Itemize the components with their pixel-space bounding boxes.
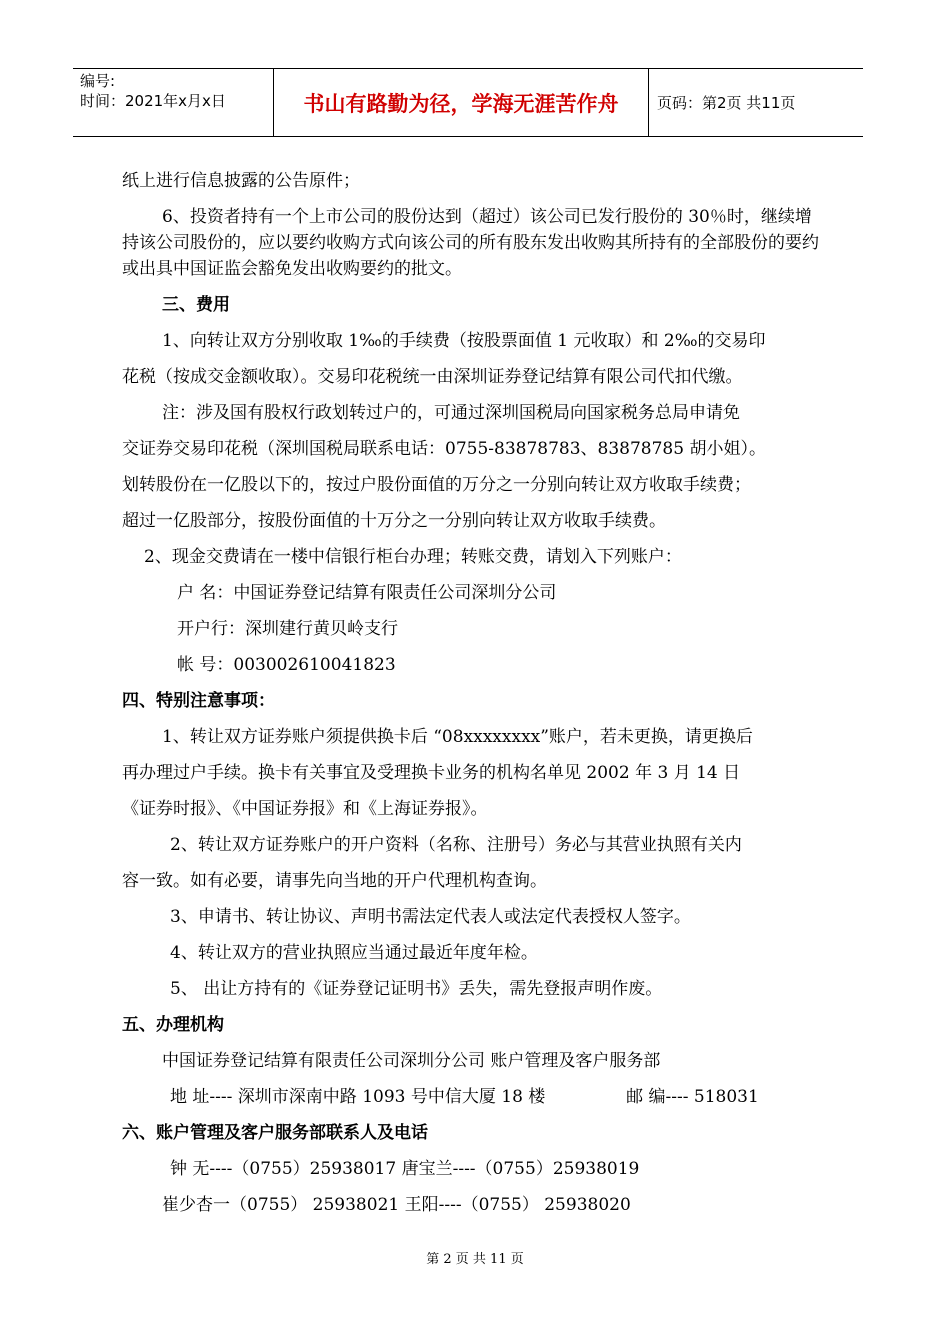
page-header bbox=[73, 68, 863, 137]
paragraph: 2、转让双方证券账户的开户资料（名称、注册号）务必与其营业执照有关内 bbox=[170, 835, 742, 855]
office-name: 中国证券登记结算有限责任公司深圳分公司 账户管理及客户服务部 bbox=[162, 1051, 661, 1071]
office-postcode: 邮 编---- 518031 bbox=[626, 1087, 759, 1107]
section-heading-fees: 三、费用 bbox=[162, 295, 230, 315]
document-time: 时间：2021年x月x日 bbox=[80, 92, 226, 110]
paragraph: 再办理过户手续。换卡有关事宜及受理换卡业务的机构名单见 2002 年 3 月 14 日 bbox=[122, 763, 741, 783]
office-address: 地 址---- 深圳市深南中路 1093 号中信大厦 18 楼 bbox=[170, 1087, 546, 1107]
header-page-info: 页码：第2页 共11页 bbox=[657, 94, 796, 112]
paragraph: 交证券交易印花税（深圳国税局联系电话：0755-83878783、83878785 胡小姐）。 bbox=[122, 439, 766, 459]
header-motto: 书山有路勤为径，学海无涯苦作舟 bbox=[274, 69, 649, 136]
paragraph: 纸上进行信息披露的公告原件； bbox=[122, 171, 360, 191]
header-meta bbox=[73, 69, 274, 136]
paragraph: 1、转让双方证券账户须提供换卡后 “08xxxxxxxx”账户，若未更换，请更换后 bbox=[162, 727, 753, 747]
account-bank: 开户行：深圳建行黄贝岭支行 bbox=[177, 619, 398, 639]
document-body bbox=[122, 163, 822, 1223]
paragraph: 1、向转让双方分别收取 1‰的手续费（按股票面值 1 元收取）和 2‰的交易印 bbox=[162, 331, 766, 351]
paragraph: 超过一亿股部分，按股份面值的十万分之一分别向转让双方收取手续费。 bbox=[122, 511, 666, 531]
office-address-line bbox=[122, 1079, 822, 1115]
account-number: 帐 号：003002610041823 bbox=[177, 655, 396, 675]
contact-line: 崔少杏一（0755） 25938021 王阳----（0755） 25938020 bbox=[162, 1195, 631, 1215]
paragraph: 花税（按成交金额收取）。交易印花税统一由深圳证券登记结算有限公司代扣代缴。 bbox=[122, 367, 743, 387]
account-name: 户 名：中国证券登记结算有限责任公司深圳分公司 bbox=[177, 583, 557, 603]
section-heading-notes: 四、特别注意事项： bbox=[122, 691, 275, 711]
paragraph: 划转股份在一亿股以下的，按过户股份面值的万分之一分别向转让双方收取手续费； bbox=[122, 475, 751, 495]
paragraph: 3、申请书、转让协议、声明书需法定代表人或法定代表授权人签字。 bbox=[170, 907, 691, 927]
document-number: 编号: bbox=[80, 72, 116, 90]
paragraph: 4、转让双方的营业执照应当通过最近年度年检。 bbox=[170, 943, 538, 963]
paragraph: 容一致。如有必要，请事先向当地的开户代理机构查询。 bbox=[122, 871, 547, 891]
section-heading-contacts: 六、账户管理及客户服务部联系人及电话 bbox=[122, 1123, 428, 1143]
paragraph: 5、 出让方持有的《证券登记证明书》丢失，需先登报声明作废。 bbox=[170, 979, 663, 999]
contact-line: 钟 无----（0755）25938017 唐宝兰----（0755）25938019 bbox=[170, 1159, 640, 1179]
paragraph: 6、投资者持有一个上市公司的股份达到（超过）该公司已发行股份的 30％时，继续增持该公司股份的，应以要约收购方式向该公司的所有股东发出收购其所持有的全部股份的要约或出具中国证监会豁免发出收购要约的批文。 bbox=[122, 207, 819, 279]
paragraph: 2、现金交费请在一楼中信银行柜台办理；转账交费，请划入下列账户： bbox=[144, 547, 682, 567]
paragraph: 注：涉及国有股权行政划转过户的，可通过深圳国税局向国家税务总局申请免 bbox=[162, 403, 740, 423]
page-footer: 第 2 页 共 11 页 bbox=[426, 1252, 524, 1267]
paragraph: 《证券时报》、《中国证券报》和《上海证券报》。 bbox=[122, 799, 488, 819]
section-heading-office: 五、办理机构 bbox=[122, 1015, 224, 1035]
